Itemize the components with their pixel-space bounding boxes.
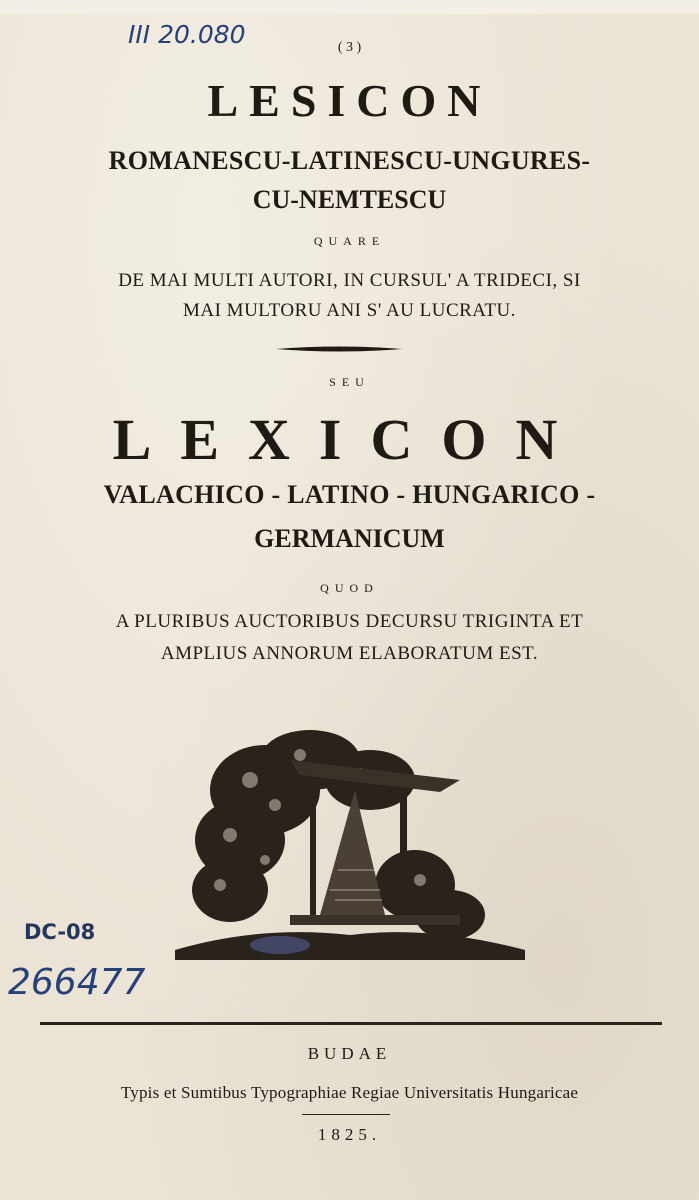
imprint-printer: Typis et Sumtibus Typographiae Regiae Universitatis Hungaricae <box>120 1083 579 1102</box>
title-romanian: LESICON <box>207 75 492 126</box>
page-number: ( 3 ) <box>337 40 362 55</box>
connector-seu: SEU <box>329 375 370 389</box>
connector-quare: QUARE <box>313 234 386 248</box>
inventory-number: 266477 <box>8 962 146 1003</box>
imprint-place: BUDAE <box>307 1044 392 1063</box>
stamp-code: DC-08 <box>24 920 96 944</box>
description-latin-line-1: A PLURIBUS AUCTORIBUS DECURSU TRIGINTA ET <box>115 611 584 632</box>
description-romanian-line-2: MAI MULTORU ANI S' AU LUCRATU. <box>182 300 517 321</box>
connector-quod: QUOD <box>320 581 379 595</box>
tree-arbor-engraving-icon <box>170 720 530 970</box>
paper-edge <box>0 0 699 14</box>
description-latin-line-2: AMPLIUS ANNORUM ELABORATUM EST. <box>160 643 539 664</box>
subtitle-romanian-line-1: ROMANESCU-LATINESCU-UNGURES- <box>108 146 591 175</box>
title-latin: LEXICON <box>112 407 587 472</box>
imprint-year: 1825. <box>317 1125 382 1144</box>
subtitle-latin-line-1: VALACHICO - LATINO - HUNGARICO - <box>103 480 596 509</box>
subtitle-romanian-line-2: CU-NEMTESCU <box>252 185 447 214</box>
subtitle-latin-line-2: GERMANICUM <box>254 524 445 553</box>
divider-rule <box>40 1022 662 1025</box>
short-rule <box>302 1114 390 1115</box>
description-romanian-line-1: DE MAI MULTI AUTORI, IN CURSUL' A TRIDECI, SI <box>118 270 581 291</box>
shelfmark: III 20.080 <box>128 20 246 49</box>
ornamental-rule-icon <box>274 344 404 354</box>
